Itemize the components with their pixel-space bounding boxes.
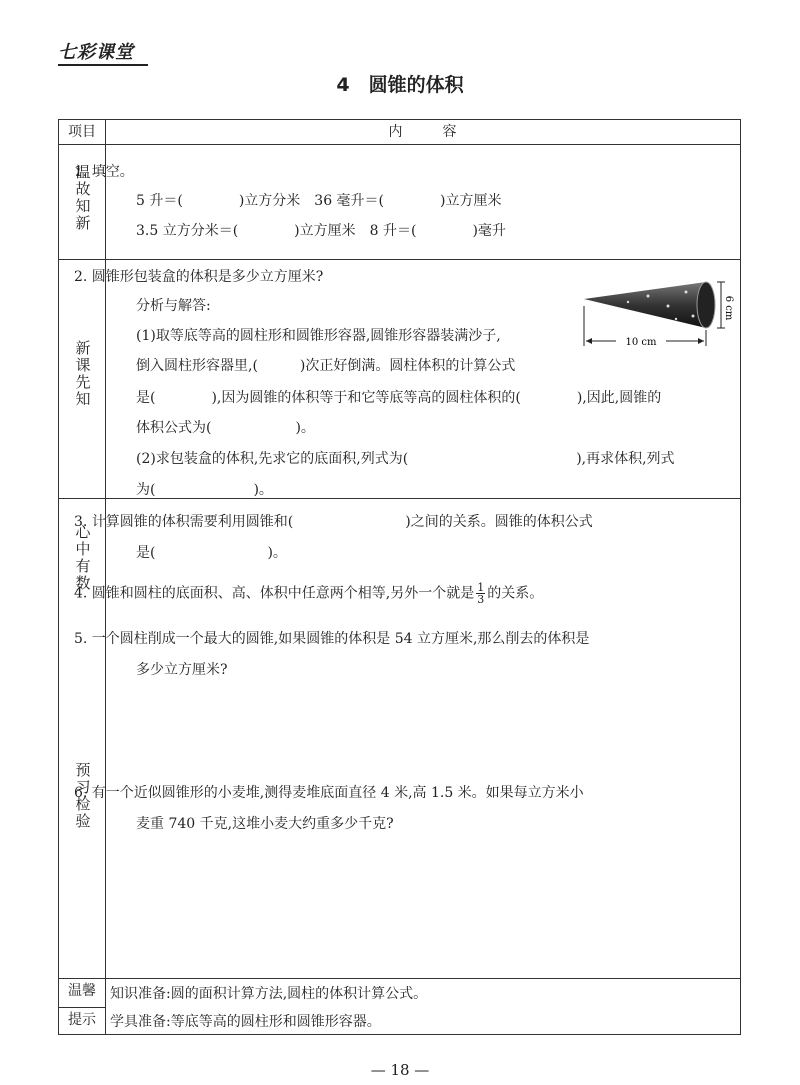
logo: 七彩课堂 <box>58 42 134 63</box>
q6-line1: 6. 有一个近似圆锥形的小麦堆,测得麦堆底面直径 4 米,高 1.5 米。如果每立方米小 <box>74 785 584 801</box>
section-label-tips-top: 温馨 <box>68 983 96 999</box>
logo-underline <box>58 64 148 66</box>
q4-text-after: 的关系。 <box>487 585 544 602</box>
row-divider <box>59 1007 105 1008</box>
q3-line2: 是( )。 <box>136 545 287 561</box>
q5-line1: 5. 一个圆柱削成一个最大的圆锥,如果圆锥的体积是 54 立方厘米,那么削去的体积是 <box>74 631 590 647</box>
q1-line1: 5 升＝( )立方分米 36 毫升＝( )立方厘米 <box>136 193 502 209</box>
section-label-new-lesson: 新课先知 <box>73 340 92 408</box>
q2-line6: 为( )。 <box>136 482 273 498</box>
q2-line4: 体积公式为( )。 <box>136 420 315 436</box>
tips-line2: 学具准备:等底等高的圆柱形和圆锥形容器。 <box>110 1014 381 1030</box>
column-divider <box>105 120 106 1034</box>
row-divider <box>59 978 740 979</box>
page-title: 4 圆锥的体积 <box>336 74 464 96</box>
q4-text-before: 4. 圆锥和圆柱的底面积、高、体积中任意两个相等,另外一个就是 <box>74 585 475 602</box>
q2-line3: 是( ),因为圆锥的体积等于和它等底等高的圆柱体积的( ),因此,圆锥的 <box>136 390 662 406</box>
q5-line2: 多少立方厘米? <box>136 662 228 678</box>
section-label-review: 温故知新 <box>73 164 92 232</box>
section-label-tips-bottom: 提示 <box>68 1012 96 1028</box>
cone-base <box>697 282 715 328</box>
q2-line2: 倒入圆柱形容器里,( )次正好倒满。圆柱体积的计算公式 <box>136 358 516 374</box>
q3-line1: 3. 计算圆锥的体积需要利用圆锥和( )之间的关系。圆锥的体积公式 <box>74 514 593 530</box>
cone-body <box>584 282 706 328</box>
fraction-denominator: 3 <box>477 593 485 606</box>
tips-line1: 知识准备:圆的面积计算方法,圆柱的体积计算公式。 <box>110 986 428 1002</box>
fraction-numerator: 1 <box>477 581 485 594</box>
row-divider <box>59 144 740 145</box>
cone-figure <box>528 156 738 356</box>
section-label-preview: 预习检验 <box>73 762 92 830</box>
q1-title: 1. 填空。 <box>74 164 134 180</box>
section-label-mind: 心中有数 <box>73 524 92 592</box>
q2-line1: (1)取等底等高的圆柱形和圆锥形容器,圆锥形容器装满沙子, <box>136 328 501 344</box>
fraction-one-third <box>476 582 485 605</box>
q6-line2: 麦重 740 千克,这堆小麦大约重多少千克? <box>136 816 394 832</box>
length-label: 10 cm <box>625 337 657 348</box>
q2-line5: (2)求包装盒的体积,先求它的底面积,列式为( ),再求体积,列式 <box>136 451 675 467</box>
header-content: 内容 <box>388 124 497 140</box>
height-label: 6 cm <box>723 295 734 321</box>
q2-analysis: 分析与解答: <box>136 298 211 314</box>
header-project: 项目 <box>68 124 96 140</box>
q1-line2: 3.5 立方分米＝( )立方厘米 8 升＝( )毫升 <box>136 223 506 239</box>
q4-line <box>74 582 543 605</box>
q2-title: 2. 圆锥形包装盒的体积是多少立方厘米? <box>74 269 324 285</box>
page-number: — 18 — <box>370 1061 430 1079</box>
